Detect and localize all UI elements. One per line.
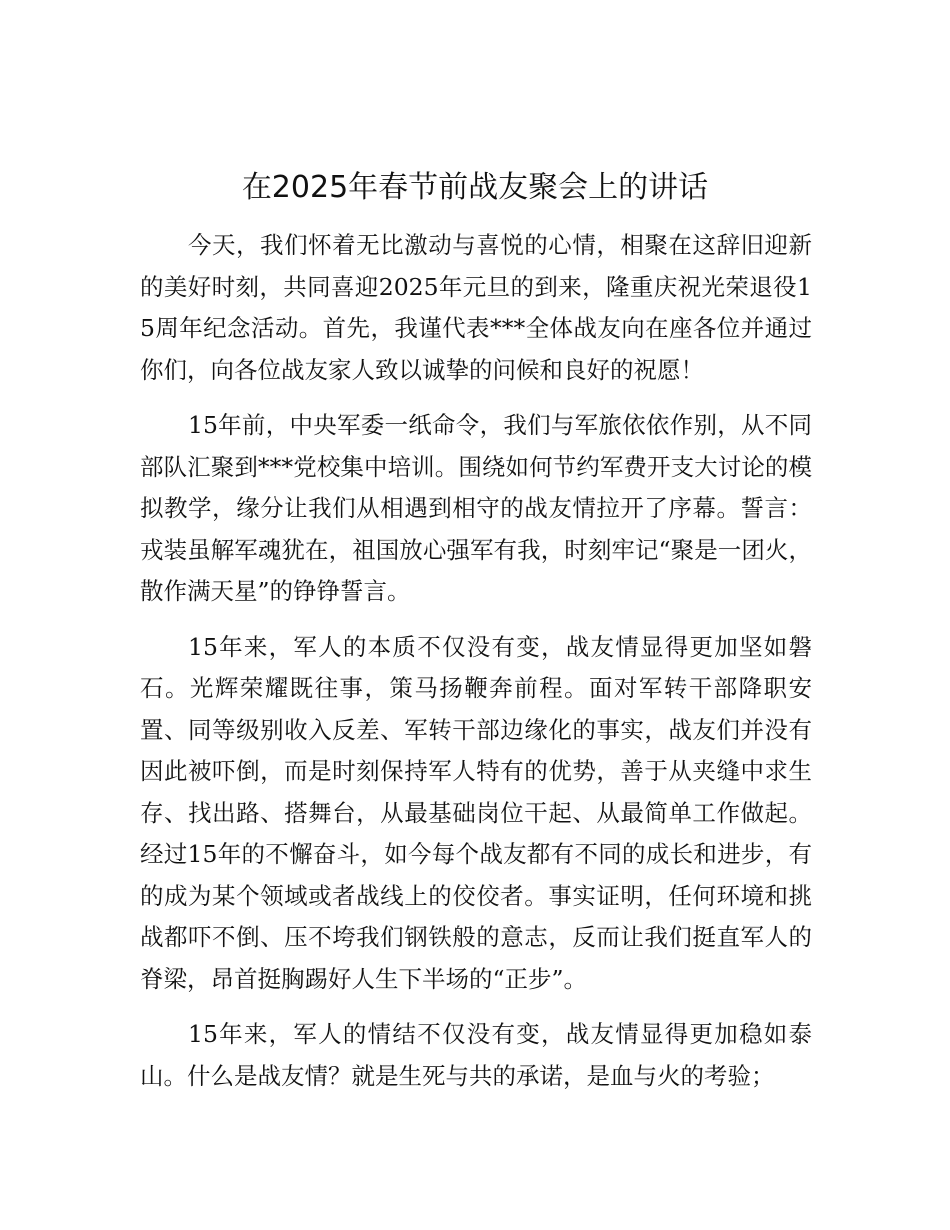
document-body — [140, 225, 812, 1111]
paragraph-3: 15年来，军人的本质不仅没有变，战友情显得更加坚如磐石。光辉荣耀既往事，策马扬鞭奔前程。面对军转干部降职安置、同等级别收入反差、军转干部边缘化的事实，战友们并没有因此被吓倒，而是时刻保持军人特有的优势，善于从夹缝中求生存、找出路、搭舞台，从最基础岗位干起、从最简单工作做起。经过15年的不懈奋斗，如今每个战友都有不同的成长和进步，有的成为某个领域或者战线上的佼佼者。事实证明，任何环境和挑战都吓不倒、压不垮我们钢铁般的意志，反而让我们挺直军人的脊梁，昂首挺胸踢好人生下半场的“正步”。 — [140, 632, 812, 993]
paragraph-4: 15年来，军人的情结不仅没有变，战友情显得更加稳如泰山。什么是战友情？就是生死与共的承诺，是血与火的考验； — [140, 1020, 812, 1090]
paragraph-1: 今天，我们怀着无比激动与喜悦的心情，相聚在这辞旧迎新的美好时刻，共同喜迎2025年元旦的到来，隆重庆祝光荣退役15周年纪念活动。首先，我谨代表***全体战友向在座各位并通过你们，向各位战友家人致以诚挚的问候和良好的祝愿！ — [140, 231, 812, 384]
page-title: 在2025年春节前战友聚会上的讲话 — [241, 170, 709, 205]
paragraph-2: 15年前，中央军委一纸命令，我们与军旅依依作别，从不同部队汇聚到***党校集中培训。围绕如何节约军费开支大讨论的模拟教学，缘分让我们从相遇到相守的战友情拉开了序幕。誓言：戎装虽解军魂犹在，祖国放心强军有我，时刻牢记“聚是一团火，散作满天星”的铮铮誓言。 — [140, 411, 812, 605]
